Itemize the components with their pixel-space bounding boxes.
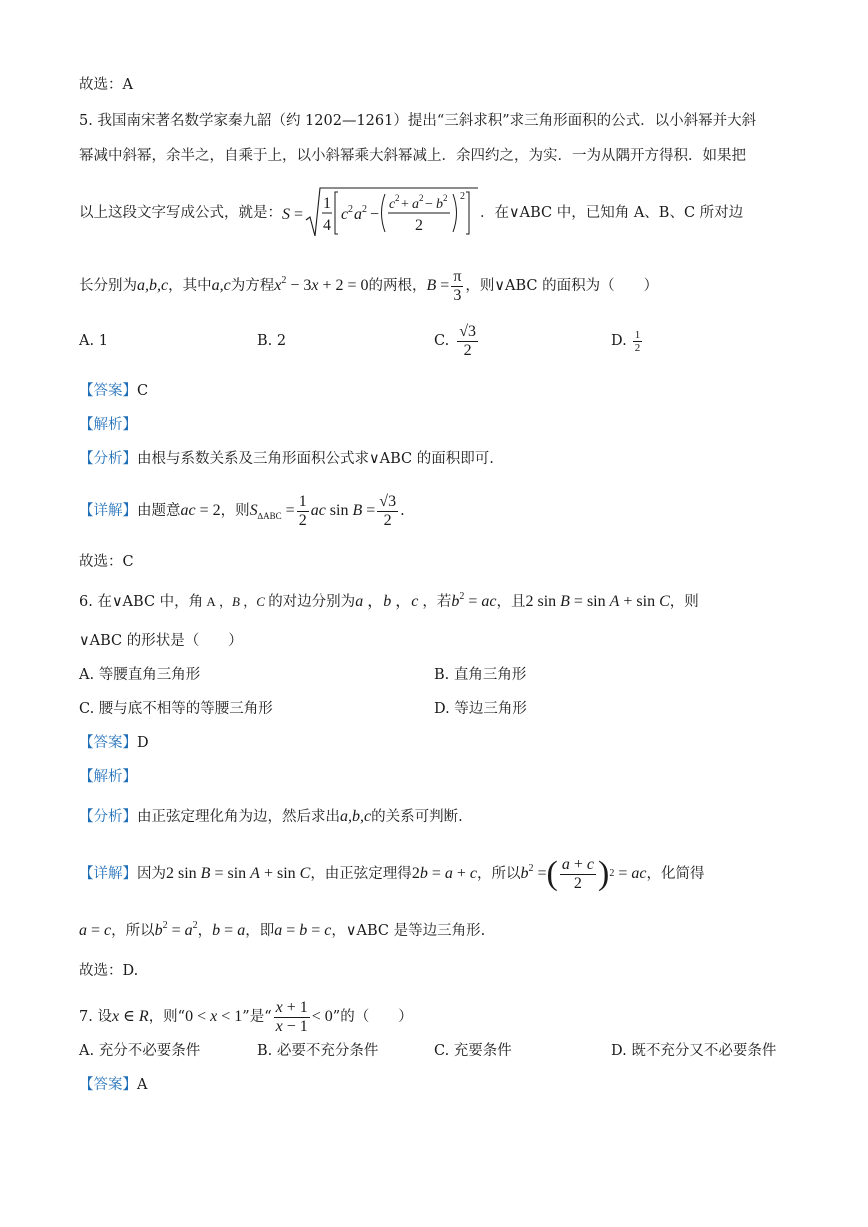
q6-fenxi	[79, 807, 463, 827]
a-eq-b-eq-c: a = b = c	[274, 922, 332, 939]
svg-text:−: −	[425, 197, 433, 212]
fenxi-text: 由根与系数关系及三角形面积公式求∨ABC 的面积即可.	[137, 451, 494, 467]
angle-b-value: B =	[426, 277, 450, 294]
svg-text:2: 2	[362, 204, 367, 215]
svg-text:+: +	[401, 197, 409, 212]
xiangjie-tag: 【详解】	[79, 503, 137, 519]
q7-text-a: 7. 设	[79, 1009, 112, 1025]
q7-stem	[79, 994, 413, 1040]
q6-stem-line1	[79, 592, 699, 612]
q6-text-a: 6. 在∨ABC 中，角	[79, 594, 204, 610]
paren-frac: ( $\frac{a + c}{2}$ ) 2	[546, 855, 615, 892]
answer-tag: 【答案】	[79, 383, 137, 399]
q6-xiangjie-line2: a = c ，所以 $b^2 = a^2$ ， b = a ，即 a = b = c ，∨ABC 是等边三角形.	[79, 920, 486, 939]
q7-option-c[interactable]: C. 充要条件	[434, 1043, 512, 1059]
ac-equals-2: ac = 2	[180, 502, 221, 519]
q5-line4-text-d: 的两根，	[368, 278, 427, 294]
xj-text-b: ，由正弦定理得	[310, 866, 412, 882]
fenxi-text-b: 的关系可判断.	[371, 809, 463, 825]
q7-text-c: ”是“	[242, 1009, 272, 1025]
xj-text-c: ，所以	[476, 866, 521, 882]
svg-text:−: −	[370, 206, 380, 223]
2b-eq-a-plus-c: 2b = a + c	[411, 865, 477, 882]
q6-text-b: 的对边分别为	[268, 594, 356, 610]
lt-zero: < 0	[311, 1008, 333, 1025]
svg-text:2: 2	[348, 204, 353, 215]
answer-value: C	[137, 383, 149, 399]
sin-equation: 2 sin B = sin A + sin C	[525, 593, 670, 610]
pi-over-3: $\frac{\pi}{3}$	[453, 267, 462, 304]
b2-eq-ac: $b^2$ = ac	[451, 591, 497, 610]
a-eq-c: a = c	[79, 922, 112, 939]
xj-text-a: 因为	[137, 866, 166, 882]
xj2-text-b: ，即	[245, 923, 275, 939]
svg-text:2: 2	[415, 217, 423, 234]
svg-text:2: 2	[443, 193, 448, 203]
q5-stem-line2: 幂减中斜幂，余半之，自乘于上，以小斜幂乘大斜幂减上．余四约之，为实．一为从隅开方得积．如果把	[79, 148, 746, 164]
frac-one-half: $\frac{1}{2}$	[298, 492, 307, 529]
q6-option-c[interactable]: C. 腰与底不相等的等腰三角形	[79, 701, 273, 717]
q6-option-a[interactable]: A. 等腰直角三角形	[79, 667, 201, 683]
q5-line3-tail: ．在∨ABC 中，已知角 A、B、C 所对边	[480, 205, 744, 221]
q6-xiangjie	[79, 848, 704, 900]
xj-text-d: ，化简得	[646, 866, 705, 882]
q6-text-c: ，若	[422, 594, 452, 610]
q5-jiexi: 【解析】	[79, 417, 137, 433]
q5-option-c-label: C.	[434, 333, 450, 349]
q5-option-c[interactable]	[434, 318, 480, 364]
svg-text:a: a	[354, 206, 362, 223]
q5-option-d-label: D.	[611, 333, 627, 349]
q6-option-d[interactable]: D. 等边三角形	[434, 701, 527, 717]
q7-option-d[interactable]: D. 既不充分又不必要条件	[611, 1043, 777, 1059]
svg-text:2: 2	[419, 193, 424, 203]
answer-tag: 【答案】	[79, 1077, 137, 1093]
answer-value: A	[137, 1077, 148, 1093]
var-abc: a,b,c	[340, 808, 372, 825]
xiangjie-tag: 【详解】	[79, 866, 137, 882]
q7-text-b: ，则“	[148, 1009, 186, 1025]
svg-text:4: 4	[323, 217, 331, 234]
angles-abc: A ，B ，C	[203, 594, 265, 609]
q6-option-b[interactable]: B. 直角三角形	[434, 667, 527, 683]
fenxi-text-a: 由正弦定理化角为边，然后求出	[137, 809, 340, 825]
answer-value: D	[137, 735, 149, 751]
qin-jiushao-formula	[282, 186, 480, 240]
sqrt3-over-2: $\frac{√3}{2}$	[459, 322, 476, 359]
eq-ac: = ac	[614, 865, 647, 882]
q5-answer-choice: 故选：C	[79, 554, 134, 570]
svg-text:a: a	[412, 197, 419, 212]
b2-eq: $b^2$ =	[520, 863, 547, 882]
q5-option-a[interactable]: A. 1	[79, 333, 108, 349]
var-ac: a,c	[211, 277, 231, 294]
answer-choice-prev: 故选：A	[79, 77, 133, 93]
svg-text:b: b	[436, 197, 443, 212]
q5-line4-text-b: ，其中	[168, 278, 212, 294]
svg-text:2: 2	[460, 191, 465, 202]
svg-text:c: c	[341, 206, 349, 223]
sides-abc: a ，b ，c	[355, 593, 419, 610]
q7-text-d: ”的（ ）	[332, 1009, 413, 1025]
svg-text:S: S	[282, 206, 290, 223]
ac-sin-b: ac sin B =	[310, 502, 376, 519]
q7-answer	[79, 1075, 147, 1095]
xiangjie-text-b: ，则	[220, 503, 250, 519]
x-in-r: x ∈ R	[111, 1008, 149, 1025]
svg-text:2: 2	[395, 193, 400, 203]
xiangjie-end: .	[400, 503, 405, 519]
fenxi-tag: 【分析】	[79, 809, 137, 825]
quadratic-equation: $x^2 - 3x + 2 = 0$	[274, 275, 369, 294]
q6-stem-line2: ∨ABC 的形状是（ ）	[79, 633, 243, 649]
q5-option-d[interactable]	[611, 328, 644, 354]
xj2-text-a: ，所以	[111, 923, 155, 939]
q5-stem-line4	[79, 266, 658, 306]
q7-option-b[interactable]: B. 必要不充分条件	[257, 1043, 379, 1059]
var-abc: a,b,c	[137, 277, 169, 294]
fenxi-tag: 【分析】	[79, 451, 137, 467]
svg-text:=: =	[294, 206, 304, 223]
svg-text:1: 1	[323, 195, 331, 212]
frac-x-plus-1-over-x-minus-1: $\frac{x + 1}{x - 1}$	[275, 998, 308, 1035]
one-half-small: $\frac{1}{2}$	[634, 328, 641, 354]
q6-jiexi: 【解析】	[79, 769, 137, 785]
q5-xiangjie	[79, 488, 405, 534]
q7-option-a[interactable]: A. 充分不必要条件	[79, 1043, 201, 1059]
answer-tag: 【答案】	[79, 735, 137, 751]
b2-eq-a2: $b^2 = a^2$	[154, 920, 198, 939]
q5-stem-line3	[79, 183, 743, 243]
xiangjie-text-a: 由题意	[137, 503, 181, 519]
q6-answer-choice: 故选：D.	[79, 963, 139, 979]
q5-option-b[interactable]: B. 2	[257, 333, 287, 349]
interval-0-1: 0 < x < 1	[185, 1008, 243, 1025]
b-eq-a: b = a	[212, 922, 246, 939]
q6-text-e: ，则	[669, 594, 699, 610]
q5-line3-text: 以上这段文字写成公式，就是：	[79, 205, 282, 221]
xj2-text-c: ，∨ABC 是等边三角形.	[331, 923, 486, 939]
q5-line4-text-e: ，则∨ABC 的面积为（ ）	[465, 278, 659, 294]
sin-equation: 2 sin B = sin A + sin C	[166, 865, 311, 882]
q5-line4-text-a: 长分别为	[79, 278, 137, 294]
q6-answer	[79, 733, 149, 753]
q5-answer	[79, 381, 148, 401]
q5-line4-text-c: 为方程	[230, 278, 275, 294]
q5-fenxi	[79, 449, 494, 469]
area-symbol: $S_{\Delta ABC}$ =	[249, 502, 295, 522]
q6-text-d: ，且	[496, 594, 526, 610]
q5-stem-line1: 5. 我国南宋著名数学家秦九韶（约 1202—1261）提出“三斜求积”求三角形面积的公式．以小斜幂并大斜	[79, 113, 757, 129]
svg-text:c: c	[389, 197, 396, 212]
frac-sqrt3-over-2: $\frac{√3}{2}$	[379, 492, 397, 529]
